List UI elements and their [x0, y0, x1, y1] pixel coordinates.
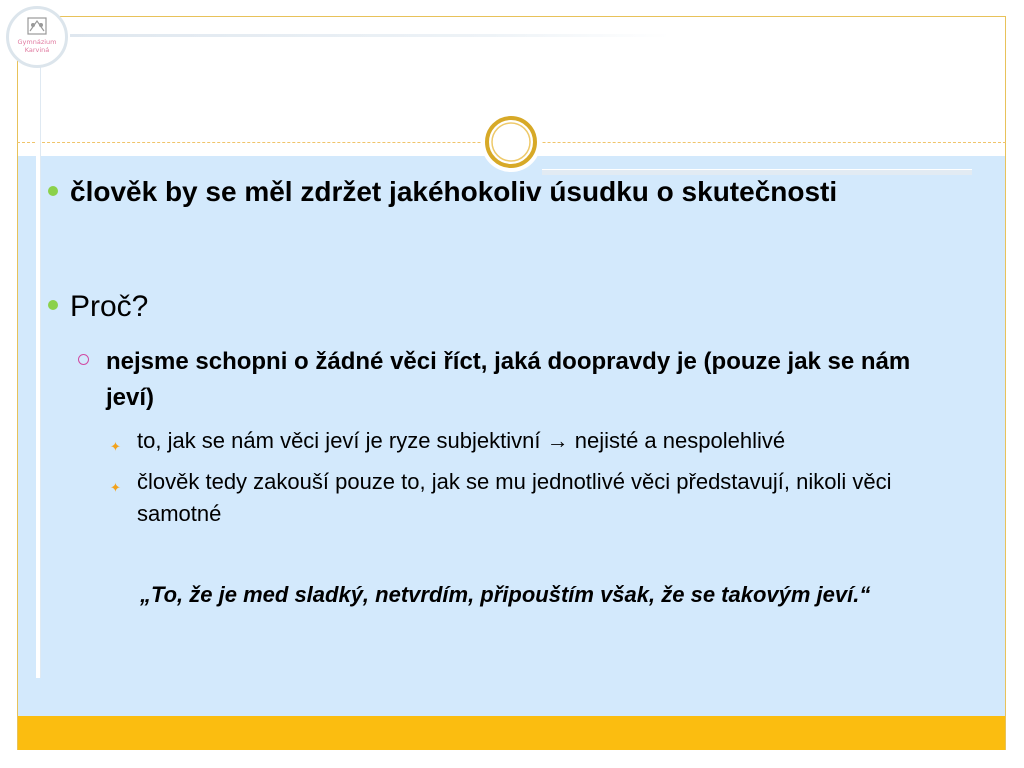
logo-text-line1: Gymnázium [17, 38, 57, 46]
logo-text-line2: Karviná [24, 46, 50, 54]
bullet-1-text: člověk by se měl zdržet jakéhokoliv úsudku o skutečnosti [70, 176, 838, 207]
sub-bullet-1-text: nejsme schopni o žádné věci říct, jaká doopravdy je (pouze jak se nám jeví) [106, 348, 911, 411]
title-underline [542, 169, 972, 175]
sub-sub-bullet-1 [110, 426, 970, 456]
quote: „To, že je med sladký, netvrdím, připouštím však, že se takovým jeví.“ [140, 582, 871, 607]
sub-bullet-1 [78, 344, 958, 416]
circle-bullet-icon [78, 354, 89, 365]
sub-sub-bullet-1-text: to, jak se nám věci jeví je ryze subjektivní → nejisté a nespolehlivé [137, 428, 786, 453]
footer-bar [18, 716, 1005, 750]
star-bullet-icon: ✦ [110, 439, 121, 454]
vertical-decor-line [36, 66, 41, 678]
star-bullet-icon: ✦ [110, 480, 121, 495]
sub-sub-bullet-2 [110, 466, 980, 530]
bullet-1 [48, 176, 837, 208]
bullet-2-text: Proč? [70, 290, 149, 323]
top-decor-line [70, 34, 670, 37]
green-bullet-icon [48, 300, 58, 310]
school-logo [6, 6, 68, 68]
ring-ornament [481, 112, 541, 172]
sub-sub-bullet-2-text: člověk tedy zakouší pouze to, jak se mu jednotlivé věci představují, nikoli věci samotné [137, 469, 892, 526]
green-bullet-icon [48, 186, 58, 196]
bullet-2 [48, 290, 148, 324]
